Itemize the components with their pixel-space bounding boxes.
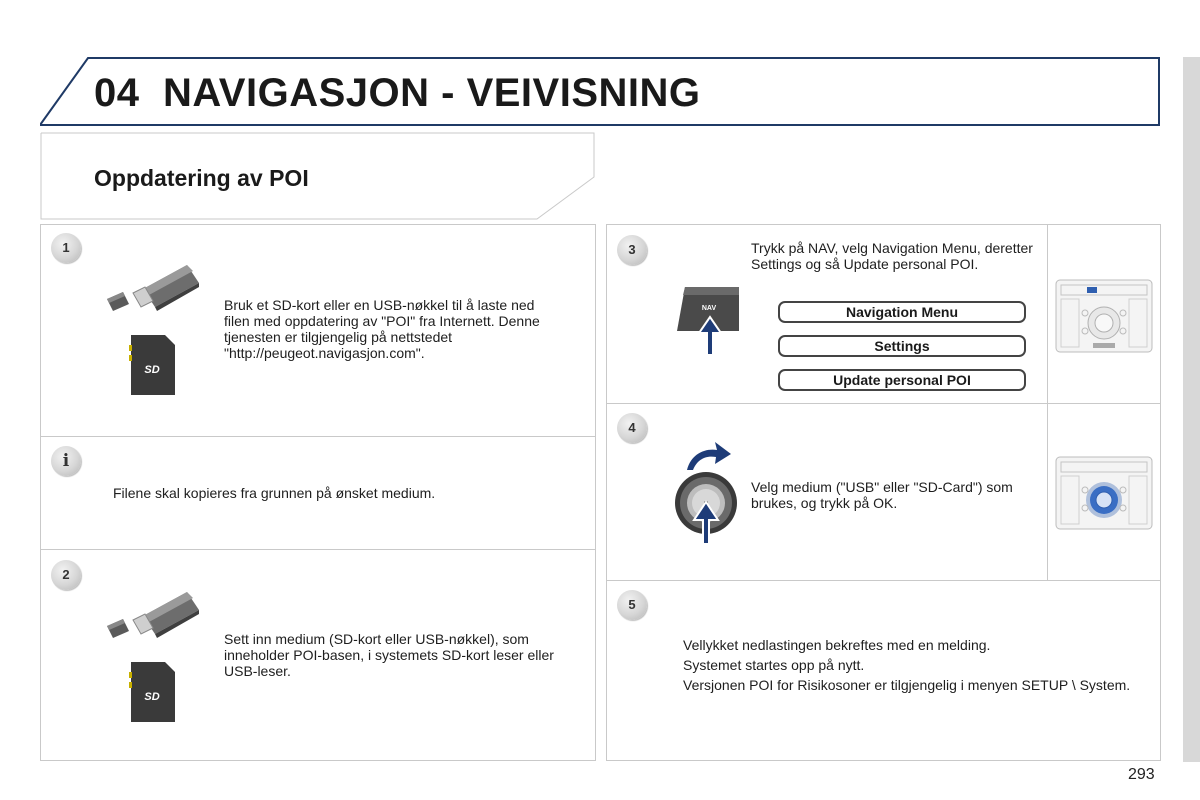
step-2-panel <box>40 549 596 761</box>
nav-key-label: NAV <box>701 305 717 312</box>
step-4-panel <box>606 403 1161 581</box>
step-5-badge: 5 <box>617 590 647 620</box>
sd-card-icon <box>127 660 177 724</box>
sd-card-logo: SD <box>144 691 160 703</box>
step-1-text: Bruk et SD-kort eller en USB-nøkkel til å laste ned filen med oppdatering av "POI" fra Internett. Denne tjenesten er tilgjengelig på nettstedet "http://peugeot.navigasjon.com". <box>224 297 540 361</box>
usb-stick-icon <box>105 586 201 646</box>
step-5-panel <box>606 580 1161 761</box>
chapter-header <box>40 57 1161 127</box>
step-4-badge: 4 <box>617 413 647 443</box>
step-3-badge: 3 <box>617 235 647 265</box>
chapter-title: NAVIGASJON - VEIVISNING <box>163 71 701 115</box>
usb-stick-icon <box>105 259 201 319</box>
step-2-badge: 2 <box>51 560 81 590</box>
info-icon: i <box>51 446 81 476</box>
menu-item-settings[interactable]: Settings <box>778 335 1026 357</box>
nav-button-illustration <box>673 281 745 357</box>
page-number: 293 <box>1128 766 1155 783</box>
chapter-number: 04 <box>94 71 140 115</box>
radio-panel-illustration <box>1055 456 1153 530</box>
sd-card-icon <box>127 333 177 397</box>
radio-panel-illustration <box>1055 279 1153 353</box>
side-tab <box>1183 57 1200 762</box>
step-5-line-2: Systemet startes opp på nytt. <box>683 657 865 673</box>
step-5-line-1: Vellykket nedlastingen bekreftes med en melding. <box>683 637 991 653</box>
step-3-divider <box>1047 225 1048 403</box>
step-4-text: Velg medium ("USB" eller "SD-Card") som brukes, og trykk på OK. <box>751 479 1013 511</box>
step-5-line-3: Versjonen POI for Risikosoner er tilgjengelig i menyen SETUP \ System. <box>683 677 1131 693</box>
rotate-arrow-icon <box>683 440 733 472</box>
step-4-divider <box>1047 404 1048 580</box>
step-1-badge: 1 <box>51 233 81 263</box>
info-text: Filene skal kopieres fra grunnen på ønsket medium. <box>113 485 436 501</box>
sd-card-logo: SD <box>144 364 160 376</box>
section-heading-box <box>40 132 596 220</box>
section-title: Oppdatering av POI <box>94 165 309 191</box>
menu-item-update-personal-poi[interactable]: Update personal POI <box>778 369 1026 391</box>
step-2-text: Sett inn medium (SD-kort eller USB-nøkkel), som inneholder POI-basen, i systemets SD-kort leser eller USB-leser. <box>224 631 554 679</box>
info-panel <box>40 436 596 550</box>
ok-dial-illustration <box>673 470 739 546</box>
step-1-panel <box>40 224 596 437</box>
step-3-text: Trykk på NAV, velg Navigation Menu, deretter Settings og så Update personal POI. <box>751 240 1033 272</box>
menu-item-navigation-menu[interactable]: Navigation Menu <box>778 301 1026 323</box>
